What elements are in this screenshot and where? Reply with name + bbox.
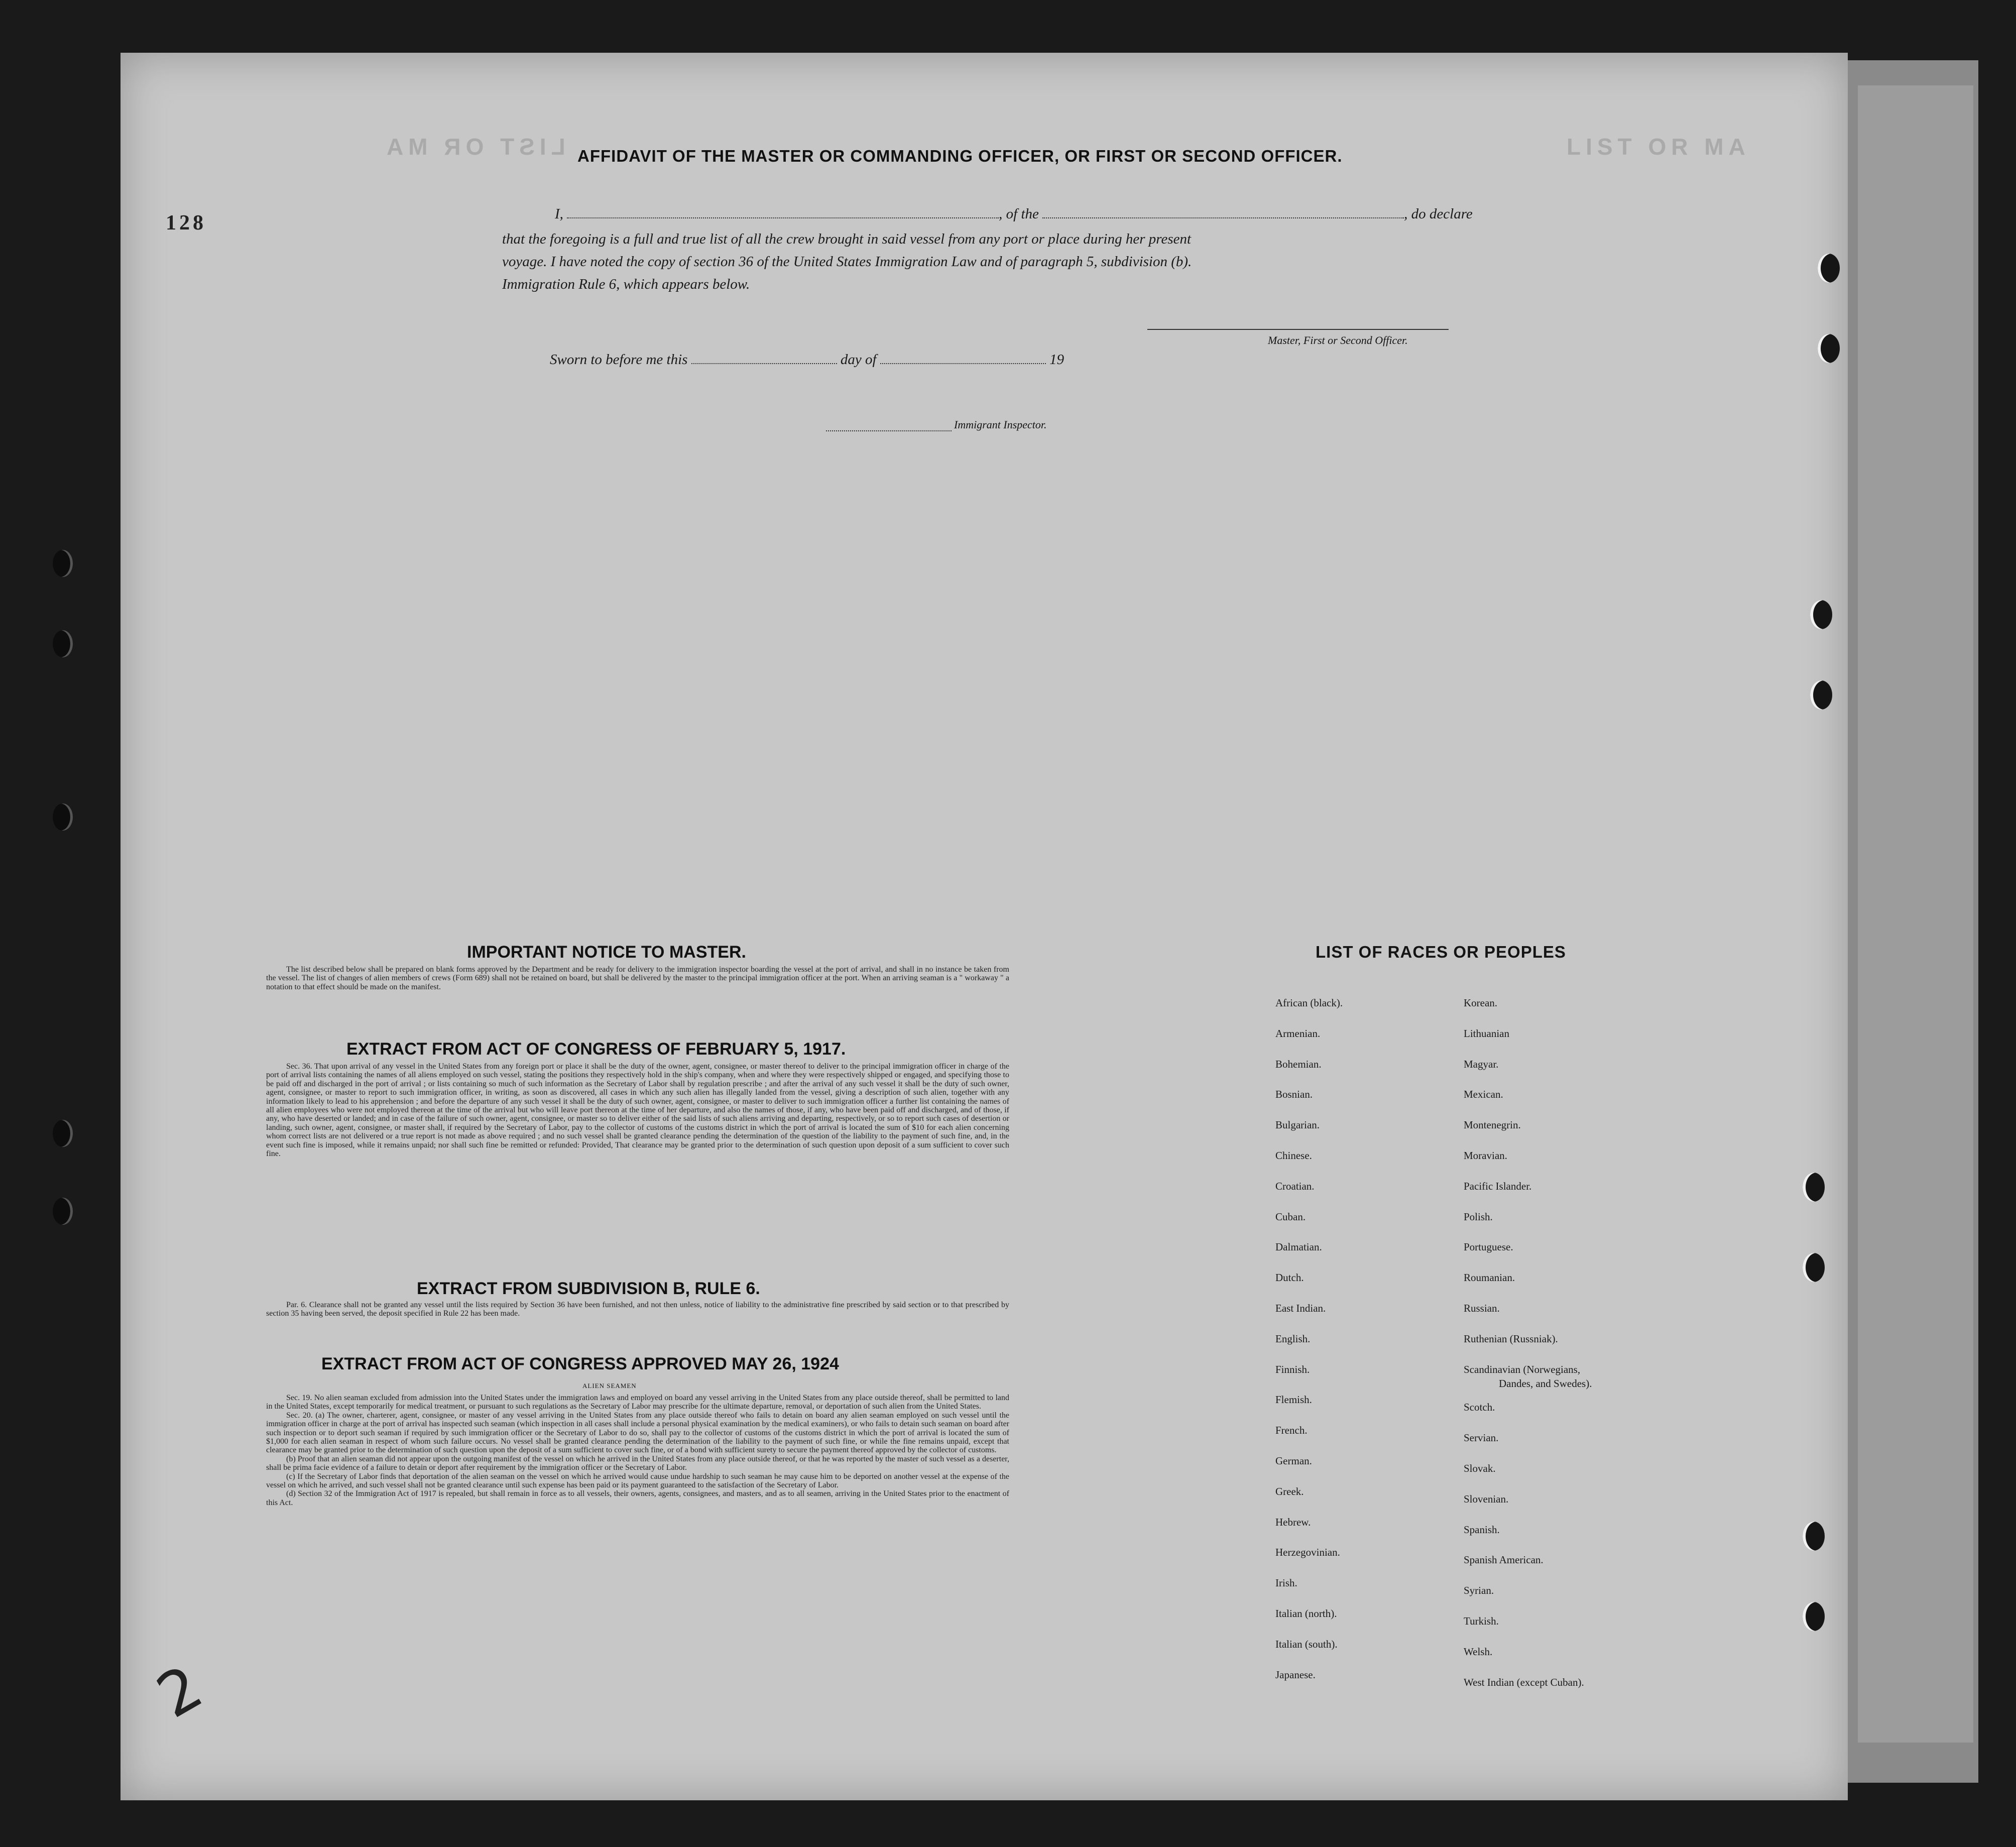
extract-1917-text: Sec. 36. That upon arrival of any vessel in the United States from any foreign port or place it shall be the duty of the owner, agent, consignee, or master thereof to deliver to the principal immigration officer in charge of the port of arrival lists containing the names of all aliens employed on such vessel, stating the positions they respectively hold in the ship's company, when and where they were respectively shipped or engaged, and specifying those to be paid off and discharged in the port of arrival ; or lists containing so much of such information as the Secretary of Labor shall by regulation prescribe ; and after the arrival of any such vessel it shall be the duty of such owner, agent, consignee, or master to report to such immigration officer, in writing, as soon as discovered, all cases in which any such alien has illegally landed from the vessel, giving a description of such alien, together with any information likely to lead to his apprehension ; and before the departure of any such vessel it shall be the duty of such owner, agent, consignee, or master to deliver to such immigration officer a further list containing the names of all alien employees who were not employed thereon at the time of the arrival but who will leave port thereon at the time of her departure, and also the names of those, if any, who have been paid off and discharged, and of those, if any, who have deserted or landed; and in case of the failure of such owner, agent, consignee, or master so to deliver either of the said lists of such aliens arriving and departing, respectively, or so to report such cases of desertion or landing, such owner, agent, consignee, or master shall, if required by the Secretary of Labor, pay to the collector of customs of the customs district in which the port of arrival is located the sum of $10 for each alien concerning whom correct lists are not delivered or a true report is not made as above required ; and no such vessel shall be granted clearance pending the determination of the question of the liability to the payment of such fine, and, in the event such fine is imposed, while it remains unpaid; nor shall such fine be remitted or refunded: Provided, That clearance may be granted prior to the determination of such question upon deposit of a sum sufficient to cover such fine.: [266, 1062, 1009, 1159]
race-item: Finnish.: [1275, 1363, 1310, 1375]
master-signature-label: Master, First or Second Officer.: [1268, 334, 1408, 347]
affidavit-declaration-line: [555, 206, 1473, 222]
vessel-blank: [1042, 217, 1404, 218]
i-label: I,: [555, 206, 563, 222]
sworn-line: [550, 352, 1064, 368]
race-item: Russian.: [1464, 1302, 1500, 1314]
race-item: Spanish American.: [1464, 1554, 1544, 1566]
form-page: [121, 53, 1848, 1800]
affidavit-text-line-2: voyage. I have noted the copy of section 36 of the United States Immigration Law and of paragraph 5, subdivision (b).: [502, 254, 1192, 270]
race-item: Polish.: [1464, 1210, 1493, 1223]
race-item: Hebrew.: [1275, 1516, 1311, 1528]
binder-hole: [53, 1120, 73, 1147]
race-item: Croatian.: [1275, 1180, 1315, 1192]
punch-hole: [1803, 1173, 1825, 1202]
do-declare-label: , do declare: [1404, 206, 1473, 222]
binder-hole: [53, 630, 73, 657]
punch-hole: [1818, 334, 1840, 363]
race-item: Italian (south).: [1275, 1638, 1338, 1650]
race-item: Chinese.: [1275, 1149, 1312, 1162]
races-title: LIST OF RACES OR PEOPLES: [1316, 943, 1566, 961]
alien-seamen-subtitle: ALIEN SEAMEN: [582, 1382, 637, 1390]
race-item: Slovak.: [1464, 1462, 1496, 1474]
race-item: Dandes, and Swedes).: [1499, 1377, 1592, 1390]
race-item: French.: [1275, 1424, 1308, 1437]
handwritten-mark: 2: [146, 1652, 214, 1732]
master-signature-line: [1147, 329, 1449, 330]
year-label: 19: [1049, 352, 1064, 368]
month-blank: [880, 363, 1046, 364]
race-item: Slovenian.: [1464, 1492, 1509, 1505]
race-item: Roumanian.: [1464, 1272, 1515, 1284]
underlying-page-edge: [1858, 85, 1973, 1743]
punch-hole: [1803, 1602, 1825, 1631]
race-item: Moravian.: [1464, 1149, 1507, 1162]
race-item: Magyar.: [1464, 1058, 1499, 1070]
race-item: Dutch.: [1275, 1272, 1304, 1284]
race-item: Scandinavian (Norwegians,: [1464, 1363, 1581, 1375]
inspector-label: Immigrant Inspector.: [954, 418, 1047, 431]
notice-text: The list described below shall be prepared on blank forms approved by the Department and be ready for delivery to the immigration inspector boarding the vessel at the port of arrival, and shall in no instance be taken from the vessel. The list of changes of alien members of crews (Form 689) shall not be retained on board, but shall be delivered by the master to the principal immigration officer at the port. When an arriving seaman is a " workaway " a notation to that effect should be made on the manifest.: [266, 965, 1009, 991]
notice-title: IMPORTANT NOTICE TO MASTER.: [467, 943, 746, 962]
affidavit-text-line-1: that the foregoing is a full and true list of all the crew brought in said vessel from any port or place during her present: [502, 231, 1192, 247]
race-item: Scotch.: [1464, 1401, 1495, 1414]
binder-hole: [53, 1198, 73, 1225]
race-item: Japanese.: [1275, 1668, 1316, 1681]
race-item: Montenegrin.: [1464, 1119, 1521, 1131]
extract-1924-title: EXTRACT FROM ACT OF CONGRESS APPROVED MAY 26, 1924: [321, 1354, 839, 1373]
punch-hole: [1810, 600, 1832, 629]
day-blank: [691, 363, 837, 364]
race-item: Welsh.: [1464, 1645, 1493, 1658]
race-item: German.: [1275, 1455, 1312, 1467]
race-item: Lithuanian: [1464, 1027, 1509, 1040]
affidavit-title: AFFIDAVIT OF THE MASTER OR COMMANDING OFFICER, OR FIRST OR SECOND OFFICER.: [577, 147, 1343, 165]
day-of-label: day of: [840, 352, 877, 368]
of-the-label: , of the: [999, 206, 1039, 222]
race-item: Bohemian.: [1275, 1058, 1322, 1070]
race-item: Greek.: [1275, 1485, 1304, 1497]
sworn-label: Sworn to before me this: [550, 352, 688, 368]
race-item: English.: [1275, 1332, 1311, 1345]
race-item: Pacific Islander.: [1464, 1180, 1532, 1192]
race-item: Syrian.: [1464, 1584, 1494, 1597]
race-item: Herzegovinian.: [1275, 1546, 1340, 1559]
name-blank: [567, 217, 999, 218]
race-item: Dalmatian.: [1275, 1241, 1322, 1253]
extract-1917-title: EXTRACT FROM ACT OF CONGRESS OF FEBRUARY 5, 1917.: [346, 1040, 846, 1059]
punch-hole: [1803, 1253, 1825, 1282]
race-item: Italian (north).: [1275, 1607, 1337, 1620]
race-item: West Indian (except Cuban).: [1464, 1676, 1584, 1688]
extract-rule6-title: EXTRACT FROM SUBDIVISION B, RULE 6.: [417, 1279, 760, 1298]
race-item: East Indian.: [1275, 1302, 1326, 1314]
punch-hole: [1803, 1522, 1825, 1551]
inspector-signature-line: [826, 430, 952, 431]
race-item: Flemish.: [1275, 1394, 1312, 1406]
extract-1924-text: Sec. 19. No alien seaman excluded from admission into the United States under the immigration laws and employed on board any vessel arriving in the United States from any place outside thereof, shall be permitted to land in the United States, except temporarily for medical treatment, or pursuant to such regulations as the Secretary of Labor may prescribe for the ultimate departure, removal, or deportation of such alien from the United States. Sec. 20. (a) The owner, charterer, agent, consignee, or master of any vessel arriving in the United States from any place outside thereof who fails to detain on board any alien seaman employed on such vessel until the immigration officer in charge at the port of arrival has inspected such seaman (which inspection in all cases shall include a personal physical examination by the medical examiners), or who fails to detain such seaman on board after such inspection or to deport such seaman if required by such immigration officer or the Secretary of Labor to do so, shall pay to the collector of customs of the customs district in which the port of arrival is located the sum of $1,000 for each alien seaman in respect of whom such failure occurs. No vessel shall be granted clearance pending the determination of the liability to the payment of such fine, or while the fine remains unpaid, except that clearance may be granted prior to the determination of such question upon the deposit of a sum sufficient to cover such fine, or of a bond with sufficient surety to secure the payment thereof approved by the collector of customs. (b) Proof that an alien seaman did not appear upon the outgoing manifest of the vessel on which he arrived in the United States from any place outside thereof, or that he was reported by the master of such vessel as a deserter, shall be prima facie evidence of a failure to detain or deport after requirement by the immigration officer or the Secretary of Labor. (c) If the Secretary of Labor finds that deportation of the alien seaman on the vessel on which he arrived would cause undue hardship to such seaman he may cause him to be deported on another vessel at the expense of the vessel on which he arrived, and such vessel shall not be granted clearance until such expense has been paid or its payment guaranteed to the satisfaction of the Secretary of Labor. (d) Section 32 of the Immigration Act of 1917 is repealed, but shall remain in force as to all vessels, their owners, agents, consignees, and masters, and as to all seamen, arriving in the United States prior to the enactment of this Act.: [266, 1394, 1009, 1507]
race-item: Mexican.: [1464, 1088, 1503, 1101]
affidavit-text-line-3: Immigration Rule 6, which appears below.: [502, 276, 750, 292]
extract-rule6-text: Par. 6. Clearance shall not be granted any vessel until the lists required by Section 36 have been furnished, and not then unless, notice of liability to the administrative fine prescribed by said section or to that prescribed by section 35 having been served, the deposit specified in Rule 22 has been made.: [266, 1301, 1009, 1318]
binder-hole: [53, 550, 73, 577]
race-item: Portuguese.: [1464, 1241, 1513, 1253]
race-item: Spanish.: [1464, 1523, 1500, 1536]
race-item: Irish.: [1275, 1577, 1297, 1589]
race-item: African (black).: [1275, 997, 1343, 1009]
bleed-through-text: LIST OR MA: [1567, 134, 1750, 160]
race-item: Cuban.: [1275, 1210, 1306, 1223]
race-item: Turkish.: [1464, 1615, 1499, 1627]
bleed-through-text-mirror: LIST OR MA: [382, 134, 565, 160]
punch-hole: [1818, 254, 1840, 283]
binder-hole: [53, 803, 73, 831]
race-item: Bosnian.: [1275, 1088, 1313, 1101]
race-item: Korean.: [1464, 997, 1498, 1009]
punch-hole: [1810, 680, 1832, 710]
race-item: Servian.: [1464, 1432, 1499, 1444]
stamped-page-number: 128: [166, 211, 206, 235]
race-item: Ruthenian (Russniak).: [1464, 1332, 1558, 1345]
race-item: Armenian.: [1275, 1027, 1321, 1040]
race-item: Bulgarian.: [1275, 1119, 1320, 1131]
